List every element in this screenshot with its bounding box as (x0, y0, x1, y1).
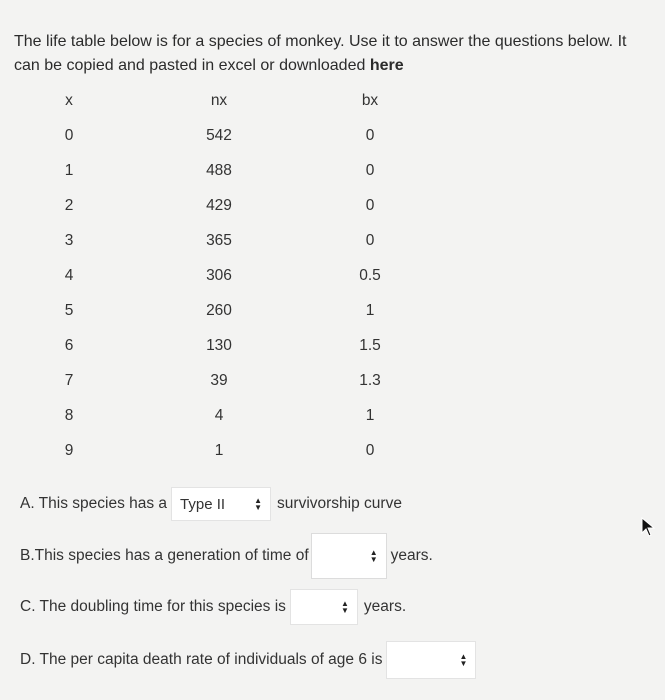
table-row (20, 258, 420, 293)
cell-x: 6 (64, 336, 74, 354)
intro-paragraph (14, 30, 644, 78)
cell-bx: 0.5 (359, 266, 381, 284)
table-row (20, 293, 420, 328)
cell-nx: 260 (206, 301, 232, 319)
intro-text: The life table below is for a species of monkey. Use it to answer the questions below. It can be copied and pasted in excel or downloaded (14, 33, 627, 74)
download-link[interactable]: here (369, 57, 404, 74)
question-d-prefix: D. The per capita death rate of individuals of age 6 is (20, 651, 383, 668)
header-nx: nx (210, 92, 228, 109)
question-b-prefix: B.This species has a generation of time of (20, 547, 309, 564)
table-row (20, 188, 420, 223)
cell-nx: 4 (214, 406, 224, 424)
question-d (20, 641, 476, 679)
question-c-prefix: C. The doubling time for this species is (20, 598, 286, 615)
cell-x: 4 (64, 266, 74, 284)
doubling-time-select[interactable] (290, 589, 358, 625)
table-row (20, 118, 420, 153)
table-row (20, 153, 420, 188)
question-a (20, 487, 402, 521)
table-row (20, 223, 420, 258)
table-row (20, 398, 420, 433)
question-a-prefix: A. This species has a (20, 495, 168, 512)
cell-nx: 1 (214, 441, 224, 459)
cell-nx: 542 (206, 126, 232, 144)
up-down-arrow-icon: ▲ ▼ (341, 599, 349, 615)
question-c-suffix: years. (363, 598, 407, 615)
table-row (20, 433, 420, 468)
cell-bx: 0 (365, 161, 375, 179)
cell-x: 7 (64, 371, 74, 389)
survivorship-select[interactable] (171, 487, 271, 521)
header-bx: bx (361, 92, 379, 109)
cell-x: 3 (64, 231, 74, 249)
up-down-arrow-icon: ▲ ▼ (254, 496, 263, 512)
cell-bx: 1.5 (359, 336, 381, 354)
cell-x: 8 (64, 406, 74, 424)
mouse-pointer-icon (641, 517, 655, 537)
cell-nx: 306 (206, 266, 232, 284)
question-a-suffix: survivorship curve (277, 495, 402, 512)
table-header-row (20, 84, 420, 118)
cell-bx: 1 (365, 301, 375, 319)
up-down-arrow-icon: ▲ ▼ (369, 548, 378, 564)
generation-time-select[interactable] (311, 533, 387, 579)
question-b-suffix: years. (390, 547, 433, 564)
question-b (20, 533, 433, 579)
cell-x: 5 (64, 301, 74, 319)
cell-x: 2 (64, 196, 74, 214)
table-row (20, 363, 420, 398)
cell-bx: 1.3 (359, 371, 381, 389)
cell-nx: 39 (210, 371, 228, 389)
header-x: x (65, 92, 73, 109)
survivorship-select-value: Type II (180, 495, 226, 513)
cell-nx: 130 (206, 336, 232, 354)
death-rate-select[interactable] (386, 641, 476, 679)
up-down-arrow-icon: ▲ ▼ (459, 652, 468, 668)
cell-bx: 1 (365, 406, 375, 424)
cell-nx: 365 (206, 231, 232, 249)
cell-bx: 0 (365, 441, 375, 459)
cell-nx: 429 (206, 196, 232, 214)
cell-bx: 0 (365, 196, 375, 214)
cell-x: 9 (64, 441, 74, 459)
table-row (20, 328, 420, 363)
cell-x: 0 (64, 126, 74, 144)
cell-x: 1 (64, 161, 74, 179)
cell-bx: 0 (365, 126, 375, 144)
life-table (20, 84, 420, 468)
cell-nx: 488 (206, 161, 232, 179)
cell-bx: 0 (365, 231, 375, 249)
question-c (20, 589, 406, 625)
